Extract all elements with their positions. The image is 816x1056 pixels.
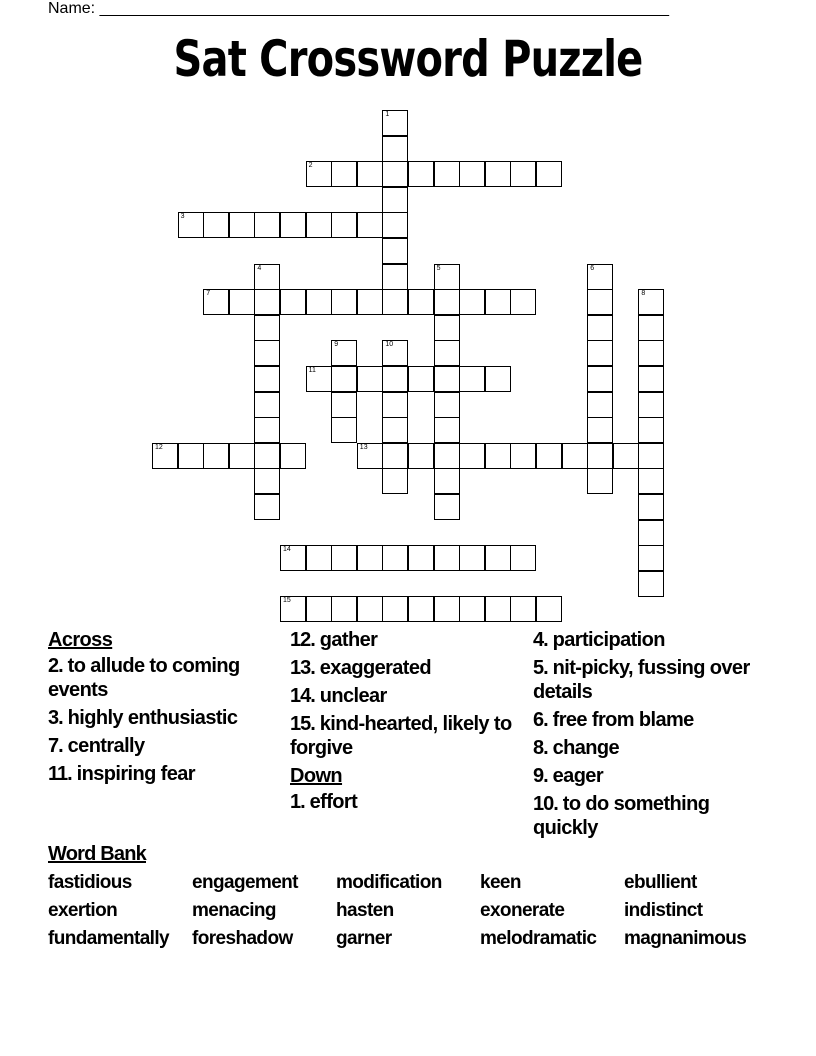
word-bank-item: ebullient [624,872,697,893]
grid-cell[interactable] [254,212,280,238]
grid-cell[interactable] [638,520,664,546]
grid-cell[interactable] [254,340,280,366]
clue-item [290,684,520,708]
grid-cell[interactable] [434,392,460,418]
clue-item [290,712,520,760]
grid-cell[interactable] [434,443,460,469]
grid-cell[interactable] [434,494,460,520]
grid-cell[interactable] [587,289,613,315]
grid-cell[interactable] [203,289,229,315]
grid-cell[interactable] [382,340,408,366]
clue-item [48,706,268,730]
word-bank-item: keen [480,872,521,893]
grid-cell[interactable] [638,443,664,469]
grid-cell[interactable] [382,545,408,571]
grid-cell[interactable] [510,161,536,187]
grid-cell[interactable] [229,443,255,469]
grid-cell[interactable] [382,264,408,290]
word-bank-item: indistinct [624,900,703,921]
grid-cell[interactable] [382,392,408,418]
clue-number: 13. [290,657,315,679]
clue-text: to allude to coming events [48,655,240,701]
across-heading: Across [48,629,113,651]
word-bank-item: exertion [48,900,118,921]
clue-number: 8. [533,737,548,759]
word-bank-item: magnanimous [624,928,747,949]
grid-cell[interactable] [434,161,460,187]
grid-cell[interactable] [331,392,357,418]
grid-cell[interactable] [254,264,280,290]
grid-cell[interactable] [638,417,664,443]
clue-number: 6 [590,264,595,272]
grid-cell[interactable] [382,468,408,494]
grid-cell[interactable] [382,443,408,469]
clue-text: centrally [62,735,145,757]
word-bank-item: engagement [192,872,298,893]
grid-cell[interactable] [280,289,306,315]
clue-item [48,654,268,702]
grid-cell[interactable] [459,366,485,392]
clue-text: participation [547,629,665,651]
grid-cell[interactable] [357,443,383,469]
clue-number: 10. [533,793,558,815]
grid-cell[interactable] [357,289,383,315]
grid-cell[interactable] [587,443,613,469]
word-bank-item: fundamentally [48,928,169,949]
grid-cell[interactable] [485,545,511,571]
grid-cell[interactable] [638,468,664,494]
clue-number: 13 [359,443,368,451]
grid-cell[interactable] [485,161,511,187]
grid-cell[interactable] [382,110,408,136]
grid-cell[interactable] [638,366,664,392]
grid-cell[interactable] [434,417,460,443]
grid-cell[interactable] [254,392,280,418]
clue-number: 1 [385,111,390,118]
grid-cell[interactable] [485,289,511,315]
clue-number: 8 [641,290,646,298]
grid-cell[interactable] [254,494,280,520]
grid-cell[interactable] [638,289,664,315]
clue-text: inspiring fear [71,763,195,785]
grid-cell[interactable] [408,366,434,392]
grid-cell[interactable] [382,366,408,392]
grid-cell[interactable] [638,340,664,366]
grid-cell[interactable] [408,545,434,571]
grid-cell[interactable] [357,212,383,238]
across-clue-list [48,654,268,786]
grid-cell[interactable] [587,264,613,290]
grid-cell[interactable] [459,443,485,469]
grid-cell[interactable] [459,545,485,571]
word-bank-title: Word Bank [48,843,146,865]
grid-cell[interactable] [562,443,588,469]
clue-text: unclear [314,685,387,707]
clue-item [48,762,268,786]
clue-number: 7 [206,290,211,298]
grid-cell[interactable] [357,596,383,622]
clue-number: 2. [48,655,63,677]
grid-cell[interactable] [280,443,306,469]
grid-cell[interactable] [587,417,613,443]
grid-cell[interactable] [306,366,332,392]
grid-cell[interactable] [510,545,536,571]
grid-cell[interactable] [382,238,408,264]
clue-item [290,628,520,652]
grid-cell[interactable] [357,545,383,571]
clue-number: 10 [385,341,394,349]
grid-cell[interactable] [434,468,460,494]
grid-cell[interactable] [434,596,460,622]
grid-cell[interactable] [638,545,664,571]
page-title: Sat Crossword Puzzle [173,30,643,88]
clue-number: 9 [334,341,339,349]
down-clue-list [290,790,520,814]
grid-cell[interactable] [510,443,536,469]
word-bank-item: exonerate [480,900,565,921]
clue-number: 14 [283,546,291,554]
clue-number: 6. [533,709,548,731]
grid-cell[interactable] [638,315,664,341]
clue-item [290,656,520,680]
grid-cell[interactable] [536,596,562,622]
clue-number: 4. [533,629,548,651]
grid-cell[interactable] [382,212,408,238]
grid-cell[interactable] [254,289,280,315]
grid-cell[interactable] [203,443,229,469]
grid-cell[interactable] [203,212,229,238]
clue-item [533,764,773,788]
clue-text: gather [314,629,378,651]
clue-number: 15 [283,597,291,605]
grid-cell[interactable] [587,366,613,392]
down-heading: Down [290,765,343,787]
word-bank-item: modification [336,872,442,893]
grid-cell[interactable] [434,545,460,571]
clue-text: free from blame [547,709,694,731]
clue-item [290,790,520,814]
grid-cell[interactable] [587,340,613,366]
grid-cell[interactable] [331,340,357,366]
clue-item [533,736,773,760]
grid-cell[interactable] [306,596,332,622]
grid-cell[interactable] [434,315,460,341]
grid-cell[interactable] [382,289,408,315]
grid-cell[interactable] [306,289,332,315]
clue-number: 3. [48,707,63,729]
grid-cell[interactable] [254,468,280,494]
clue-number: 2 [308,162,313,170]
grid-cell[interactable] [331,366,357,392]
grid-cell[interactable] [536,161,562,187]
clue-number: 3 [180,213,185,221]
grid-cell[interactable] [280,596,306,622]
clue-text: effort [304,791,358,813]
clue-item [533,628,773,652]
grid-cell[interactable] [459,596,485,622]
clue-number: 12. [290,629,315,651]
clues-column-1 [48,628,268,790]
word-bank-item: hasten [336,900,394,921]
clue-text: eager [547,765,604,787]
grid-cell[interactable] [178,212,204,238]
grid-cell[interactable] [357,366,383,392]
grid-cell[interactable] [382,417,408,443]
grid-cell[interactable] [434,340,460,366]
grid-cell[interactable] [382,596,408,622]
word-bank-item: foreshadow [192,928,293,949]
grid-cell[interactable] [152,443,178,469]
grid-cell[interactable] [536,443,562,469]
clues-column-2 [290,628,520,818]
grid-cell[interactable] [382,136,408,162]
grid-cell[interactable] [306,545,332,571]
clue-item [533,656,773,704]
grid-cell[interactable] [229,212,255,238]
grid-cell[interactable] [382,187,408,213]
grid-cell[interactable] [331,289,357,315]
grid-cell[interactable] [254,315,280,341]
grid-cell[interactable] [613,443,639,469]
clue-item [48,734,268,758]
grid-cell[interactable] [434,366,460,392]
grid-cell[interactable] [254,366,280,392]
clue-number: 11 [308,367,316,374]
clue-number: 5. [533,657,548,679]
grid-cell[interactable] [331,596,357,622]
grid-cell[interactable] [638,571,664,597]
clue-item [533,792,773,840]
grid-cell[interactable] [587,468,613,494]
grid-cell[interactable] [587,392,613,418]
grid-cell[interactable] [587,315,613,341]
grid-cell[interactable] [638,494,664,520]
grid-cell[interactable] [357,161,383,187]
grid-cell[interactable] [459,289,485,315]
clue-number: 14. [290,685,315,707]
clue-item [533,708,773,732]
clue-text: highly enthusiastic [62,707,238,729]
grid-cell[interactable] [408,161,434,187]
clue-number: 7. [48,735,63,757]
grid-cell[interactable] [434,289,460,315]
clues-column-3 [533,628,773,844]
clue-number: 9. [533,765,548,787]
grid-cell[interactable] [408,596,434,622]
clue-number: 4 [257,264,262,272]
grid-cell[interactable] [510,596,536,622]
grid-cell[interactable] [254,417,280,443]
across-clue-list-continued [290,628,520,760]
word-bank-item: garner [336,928,392,949]
grid-cell[interactable] [306,161,332,187]
clue-number: 11. [48,763,72,785]
clue-text: change [547,737,620,759]
grid-cell[interactable] [229,289,255,315]
grid-cell[interactable] [254,443,280,469]
clue-text: nit-picky, fussing over details [533,657,750,703]
down-clue-list-continued [533,628,773,840]
word-bank-item: melodramatic [480,928,597,949]
grid-cell[interactable] [408,289,434,315]
grid-cell[interactable] [382,161,408,187]
clue-number: 15. [290,713,315,735]
grid-cell[interactable] [485,596,511,622]
grid-cell[interactable] [331,161,357,187]
word-bank-item: fastidious [48,872,132,893]
word-bank-item: menacing [192,900,276,921]
grid-cell[interactable] [178,443,204,469]
grid-cell[interactable] [331,417,357,443]
grid-cell[interactable] [280,212,306,238]
grid-cell[interactable] [331,545,357,571]
grid-cell[interactable] [638,392,664,418]
name-field[interactable]: Name: ________________________________________________________________ [48,0,670,17]
clue-text: exaggerated [314,657,432,679]
grid-cell[interactable] [280,545,306,571]
clue-number: 12 [155,443,163,451]
grid-cell[interactable] [331,212,357,238]
clue-text: kind-hearted, likely to forgive [290,713,512,759]
grid-cell[interactable] [510,289,536,315]
grid-cell[interactable] [485,366,511,392]
word-bank [48,872,788,956]
grid-cell[interactable] [434,264,460,290]
clue-text: to do something quickly [533,793,710,839]
grid-cell[interactable] [485,443,511,469]
grid-cell[interactable] [408,443,434,469]
grid-cell[interactable] [459,161,485,187]
clue-number: 1. [290,791,305,813]
grid-cell[interactable] [306,212,332,238]
clue-number: 5 [436,264,441,272]
